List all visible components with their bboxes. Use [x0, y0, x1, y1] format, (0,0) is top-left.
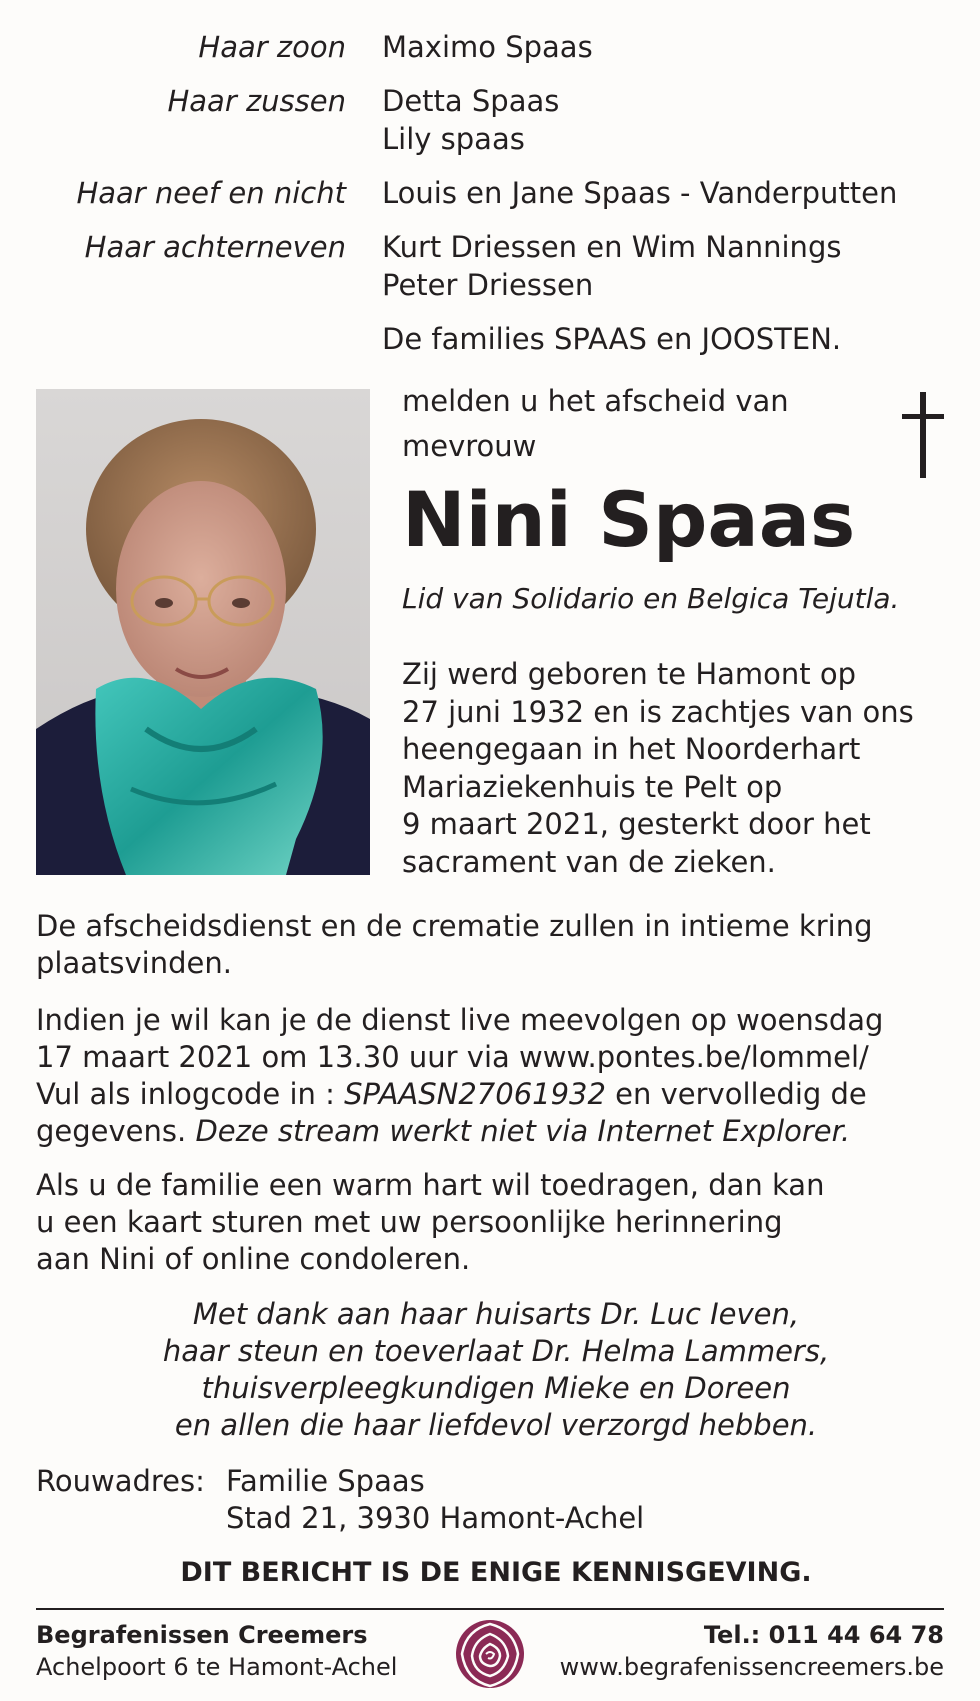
stream-line — [36, 1113, 956, 1150]
condolence-line: u een kaart sturen met uw persoonlijke herinnering — [36, 1205, 783, 1239]
bio-line: sacrament van de zieken. — [402, 844, 776, 879]
membership-line: Lid van Solidario en Belgica Tejutla. — [402, 582, 900, 615]
service-line: De afscheidsdienst en de crematie zullen in intieme kring — [36, 909, 873, 943]
thanks-line: haar steun en toeverlaat Dr. Helma Lammers, — [162, 1334, 830, 1368]
address-line: Stad 21, 3930 Hamont-Achel — [226, 1501, 645, 1535]
phone-number: Tel.: 011 44 64 78 — [703, 1621, 944, 1649]
biography — [402, 656, 962, 881]
relation-names-grandnephews — [382, 228, 841, 304]
stream-line — [36, 1076, 956, 1113]
bio-line: Mariaziekenhuis te Pelt op — [402, 769, 783, 804]
footer-divider — [36, 1608, 944, 1610]
relative-name: Lily spaas — [382, 122, 525, 156]
intro-line-1: melden u het afscheid van — [402, 384, 789, 418]
families-line: De families SPAAS en JOOSTEN. — [382, 322, 842, 356]
intro-line-2: mevrouw — [402, 429, 537, 463]
bio-line: 27 juni 1932 en is zachtjes van ons — [402, 694, 914, 729]
stream-paragraph — [36, 1002, 956, 1150]
service-paragraph — [36, 908, 956, 982]
relation-label-grandnephews: Haar achterneven — [84, 230, 346, 264]
thanks-line: Met dank aan haar huisarts Dr. Luc Ieven, — [192, 1297, 800, 1331]
relation-names-sisters — [382, 82, 559, 158]
relation-label-son: Haar zoon — [198, 30, 346, 64]
login-code: SPAASN27061932 — [344, 1077, 606, 1111]
company-address: Achelpoort 6 te Hamont-Achel — [36, 1653, 398, 1681]
website-link[interactable]: www.begrafenissencreemers.be — [559, 1653, 944, 1681]
relative-name: Peter Driessen — [382, 268, 594, 302]
relation-names-son — [382, 28, 593, 66]
thanks-line: en allen die haar liefdevol verzorgd hebben. — [174, 1408, 818, 1442]
address-line: Familie Spaas — [226, 1464, 425, 1498]
condolence-line: Als u de familie een warm hart wil toedragen, dan kan — [36, 1168, 825, 1202]
footer-company — [36, 1619, 397, 1683]
cross-icon — [900, 392, 946, 478]
rose-logo-icon — [452, 1614, 528, 1694]
relative-name: Detta Spaas — [382, 84, 560, 118]
bio-line: 9 maart 2021, gesterkt door het — [402, 807, 871, 841]
bio-line: heengegaan in het Noorderhart — [402, 732, 861, 766]
condolence-line: aan Nini of online condoleren. — [36, 1242, 471, 1276]
thanks-block — [36, 1296, 956, 1444]
thanks-line: thuisverpleegkundigen Mieke en Doreen — [201, 1371, 791, 1405]
stream-line: 17 maart 2021 om 13.30 uur via www.pontes.be/lommel/ — [36, 1040, 869, 1074]
bio-line: Zij werd geboren te Hamont op — [402, 657, 857, 691]
sole-notice: DIT BERICHT IS DE ENIGE KENNISGEVING. — [180, 1557, 812, 1588]
address-block — [226, 1463, 644, 1537]
address-label: Rouwadres: — [36, 1464, 205, 1498]
stream-login-prefix: Vul als inlogcode in : — [36, 1077, 345, 1111]
relative-name: Kurt Driessen en Wim Nannings — [382, 230, 842, 264]
stream-line: Indien je wil kan je de dienst live meevolgen op woensdag — [36, 1003, 884, 1037]
service-line: plaatsvinden. — [36, 946, 232, 980]
stream-login-suffix: en vervolledig de — [605, 1077, 867, 1111]
relation-names-nephew-niece — [382, 174, 897, 212]
deceased-name: Nini Spaas — [402, 475, 856, 564]
condolence-paragraph — [36, 1167, 956, 1278]
company-name: Begrafenissen Creemers — [36, 1621, 368, 1649]
browser-note: Deze stream werkt niet via Internet Explorer. — [195, 1114, 851, 1148]
relation-label-nephew-niece: Haar neef en nicht — [76, 176, 346, 210]
footer-contact — [560, 1619, 944, 1683]
stream-data-prefix: gegevens. — [36, 1114, 196, 1148]
relation-label-sisters: Haar zussen — [167, 84, 346, 118]
relative-name: Louis en Jane Spaas - Vanderputten — [382, 176, 898, 210]
portrait-photo — [36, 389, 370, 875]
relative-name: Maximo Spaas — [382, 30, 593, 64]
